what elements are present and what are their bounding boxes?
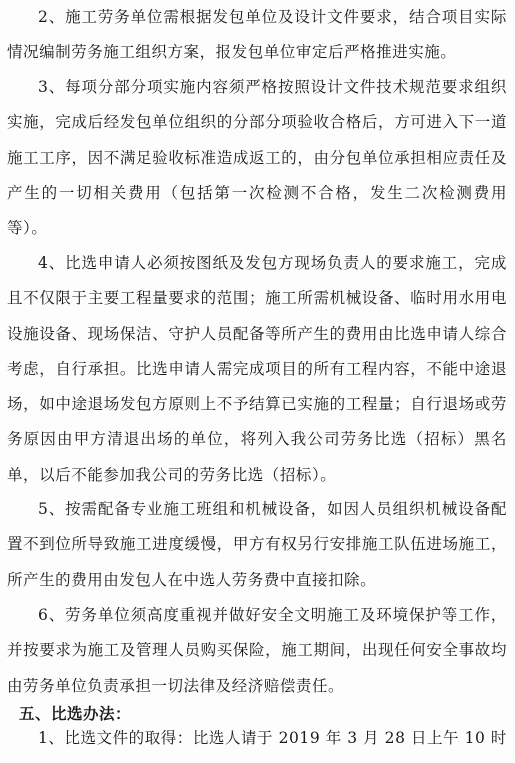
paragraph-selection-doc-acquisition: 1、比选文件的取得：比选人请于 2019 年 3 月 28 日上午 10 时: [38, 729, 507, 747]
paragraph-item-5: 5、按需配备专业施工班组和机械设备，如因人员组织机械设备配置不到位所导致施工进度缓慢，甲方有权另行安排施工队伍进场施工，所产生的费用由发包人在中选人劳务费中直接扣除。: [7, 500, 507, 589]
paragraph-item-2: 2、施工劳务单位需根据发包单位及设计文件要求，结合项目实际情况编制劳务施工组织方案，报发包单位审定后严格推进实施。: [7, 8, 507, 62]
paragraph-item-3: 3、每项分部分项实施内容须严格按照设计文件技术规范要求组织实施，完成后经发包单位组织的分部分项验收合格后，方可进入下一道施工工序，因不满足验收标准造成返工的，由分包单位承担相应责任及产生的一切相关费用（包括第一次检测不合格，发生二次检测费用等）。: [7, 78, 507, 238]
paragraph-item-4: 4、比选申请人必须按图纸及发包方现场负责人的要求施工，完成且不仅限于主要工程量要求的范围；施工所需机械设备、临时用水用电设施设备、现场保洁、守护人员配备等所产生的费用由比选申请人综合考虑，自行承担。比选申请人需完成项目的所有工程内容，不能中途退场，如中途退场发包方原则上不予结算已实施的工程量；自行退场或劳务原因由甲方清退出场的单位，将列入我公司劳务比选（招标）黑名单，以后不能参加我公司的劳务比选（招标）。: [7, 254, 507, 484]
paragraph-item-6: 6、劳务单位须高度重视并做好安全文明施工及环境保护等工作，并按要求为施工及管理人员购买保险，施工期间，出现任何安全事故均由劳务单位负责承担一切法律及经济赔偿责任。: [7, 606, 507, 695]
section-heading-selection-method: 五、比选办法：: [19, 705, 132, 723]
